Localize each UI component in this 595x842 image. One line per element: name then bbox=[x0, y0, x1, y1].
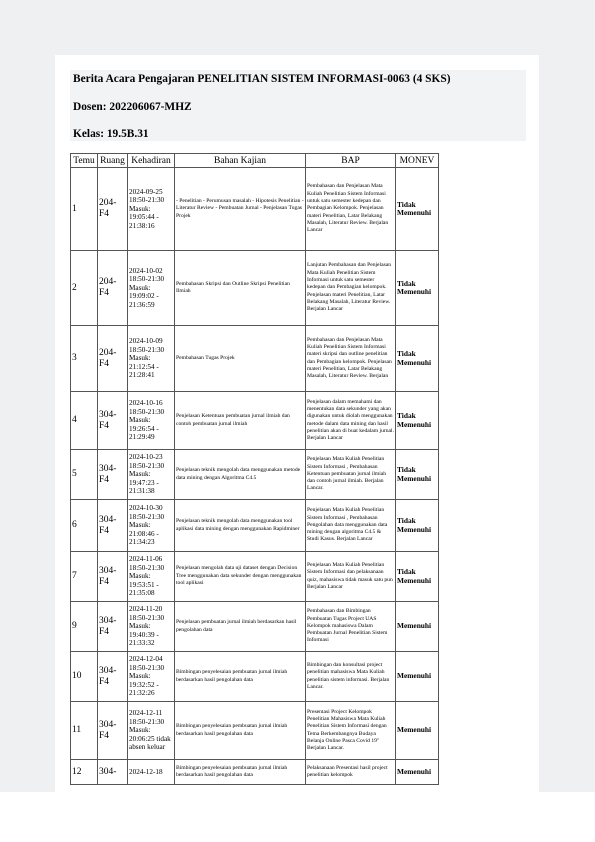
cell-bap: Bimbingan dan konsultasi project penelitian mahasiswa Mata Kuliah penelitian sistem informasi. Berjalan Lancar. bbox=[306, 652, 396, 702]
cell-temu: 5 bbox=[71, 450, 98, 500]
cell-bahan-kajian: Penjelasan mengolah data uji dataset dengan Decision Tree menggunakan data sekunder dengan menggunakan tool aplikasi bbox=[175, 552, 306, 602]
cell-ruang: 204-F4 bbox=[98, 251, 128, 326]
column-header-ruang: Ruang bbox=[98, 154, 128, 168]
cell-kehadiran: 2024-10-16 18:50-21:30 Masuk: 19:26:54 - 21:29:49 bbox=[128, 392, 175, 450]
cell-ruang: 304-F4 bbox=[98, 500, 128, 552]
table-header-row bbox=[71, 154, 439, 168]
column-header-temu: Temu bbox=[71, 154, 98, 168]
cell-ruang: 304-F4 bbox=[98, 702, 128, 760]
column-header-kehadiran: Kehadiran bbox=[128, 154, 175, 168]
cell-kehadiran: 2024-12-18 bbox=[128, 760, 175, 785]
table-row bbox=[71, 251, 439, 326]
cell-bahan-kajian: Bimbingan penyelesaian pembuatan jurnal ilmiah berdasarkan hasil pengolahan data bbox=[175, 652, 306, 702]
cell-ruang: 304-F4 bbox=[98, 602, 128, 652]
table-row bbox=[71, 552, 439, 602]
cell-kehadiran: 2024-12-04 18:50-21:30 Masuk: 19:32:52 - 21:32:26 bbox=[128, 652, 175, 702]
document-title: Berita Acara Pengajaran PENELITIAN SISTEM INFORMASI-0063 (4 SKS) bbox=[73, 73, 451, 85]
cell-ruang: 304-F4 bbox=[98, 552, 128, 602]
class-id: Kelas: 19.5B.31 bbox=[73, 128, 149, 140]
cell-bap: Penjelasan Mata Kuliah Penelitian Sistem Informasi , Pembahasan Pengolahan data menggunakan data mining dengan algoritma C4.5 & Studi Kasus. Berjalan Lancar bbox=[306, 500, 396, 552]
cell-bahan-kajian: Penjelasan pembuatan jurnal ilmiah berdasarkan hasil pengolahan data bbox=[175, 602, 306, 652]
cell-monev: Memenuhi bbox=[396, 702, 439, 760]
cell-monev: Tidak Memenuhi bbox=[396, 326, 439, 392]
table-row bbox=[71, 602, 439, 652]
cell-bap: Lanjutan Pembahasan dan Penjelasan Mata Kuliah Penelitian Sistem Informasi untuk satu semester kedepan dan Pembagian kelompok. Penjelasan materi Penelitian, Latar Belakang Masalah, Literatur Review. Berjalan Lancar bbox=[306, 251, 396, 326]
cell-bap: Penjelasan dalam memahami dan menentukan data sekunder yang akan digunakan untuk diolah menggunakan metode dalam data mining dan hasil penelitian akan di buat kedalam jurnal. Berjalan Lancar bbox=[306, 392, 396, 450]
cell-bahan-kajian: Pembahasan Skripsi dan Outline Skripsi Penelitian Ilmiah bbox=[175, 251, 306, 326]
table-row bbox=[71, 326, 439, 392]
cell-monev: Memenuhi bbox=[396, 652, 439, 702]
cell-kehadiran: 2024-11-06 18:50-21:30 Masuk: 19:53:51 - 21:35:08 bbox=[128, 552, 175, 602]
table-row bbox=[71, 652, 439, 702]
cell-bahan-kajian: Bimbingan penyelesaian pembuatan jurnal ilmiah berdasarkan hasil pengolahan data bbox=[175, 760, 306, 785]
cell-temu: 4 bbox=[71, 392, 98, 450]
cell-temu: 12 bbox=[71, 760, 98, 785]
cell-bap: Penjelasan Mata Kuliah Penelitian Sistem Informasi dan pelaksanaan quiz, mahasiswa tidak masuk satu pun Berjalan Lancar bbox=[306, 552, 396, 602]
table-row bbox=[71, 702, 439, 760]
cell-bap: Pembahasan dan Bimbingan Pembuatan Tugas Project UAS Kelompok mahasiswa Dalam Pembuatan Jurnal Penelitian Sistem Informasi bbox=[306, 602, 396, 652]
cell-ruang: 204-F4 bbox=[98, 168, 128, 251]
cell-monev: Tidak Memenuhi bbox=[396, 552, 439, 602]
cell-temu: 6 bbox=[71, 500, 98, 552]
cell-bap: Pembahasan dan Penjelasan Mata Kuliah Penelitian Sistem Informasi materi skripsi dan outline penelitian dan Pembagian kelompok. Penjelasan materi Penelitian, Latar Belakang Masalah, Literatur Review. Berjalan bbox=[306, 326, 396, 392]
cell-kehadiran: 2024-10-09 18:50-21:30 Masuk: 21:12:54 - 21:28:41 bbox=[128, 326, 175, 392]
teaching-record-table bbox=[70, 153, 439, 785]
cell-bap: Pelaksanaan Presentasi hasil project penelitian kelompok bbox=[306, 760, 396, 785]
cell-kehadiran: 2024-12-11 18:50-21:30 Masuk: 20:06:25 tidak absen keluar bbox=[128, 702, 175, 760]
cell-bahan-kajian: Penjelasan Ketentuan pembuatan jurnal ilmiah dan contoh pembuatan jurnal ilmiah bbox=[175, 392, 306, 450]
lecturer-id: Dosen: 202206067-MHZ bbox=[73, 101, 192, 113]
table-row bbox=[71, 392, 439, 450]
column-header-bahan-kajian: Bahan Kajian bbox=[175, 154, 306, 168]
cell-monev: Tidak Memenuhi bbox=[396, 450, 439, 500]
cell-bap: Presentasi Project Kelompok Penelitian Mahasiswa Mata Kuliah Penelitian Sistem Informasi dengan Tema Berkembangnya Budaya Belanja Online Pasca Covid 19" Berjalan Lancar. bbox=[306, 702, 396, 760]
cell-ruang: 204-F4 bbox=[98, 326, 128, 392]
cell-ruang: 304-F4 bbox=[98, 450, 128, 500]
cell-monev: Memenuhi bbox=[396, 760, 439, 785]
table-row bbox=[71, 168, 439, 251]
cell-temu: 2 bbox=[71, 251, 98, 326]
cell-monev: Tidak Memenuhi bbox=[396, 251, 439, 326]
cell-monev: Tidak Memenuhi bbox=[396, 392, 439, 450]
cell-temu: 3 bbox=[71, 326, 98, 392]
cell-kehadiran: 2024-11-20 18:50-21:30 Masuk: 19:40:39 - 21:33:32 bbox=[128, 602, 175, 652]
document-header bbox=[70, 70, 526, 141]
cell-bahan-kajian: Penjelasan teknik mengolah data menggunakan tool aplikasi data mining dengan menggunakan Rapidminer bbox=[175, 500, 306, 552]
table-row bbox=[71, 500, 439, 552]
cell-bahan-kajian: Penjelasan teknik mengolah data menggunakan metode data mining dengan Algoritma C4.5 bbox=[175, 450, 306, 500]
cell-kehadiran: 2024-10-30 18:50-21:30 Masuk: 21:08:46 - 21:34:23 bbox=[128, 500, 175, 552]
cell-temu: 11 bbox=[71, 702, 98, 760]
cell-temu: 10 bbox=[71, 652, 98, 702]
cell-monev: Tidak Memenuhi bbox=[396, 500, 439, 552]
cell-ruang: 304-F4 bbox=[98, 652, 128, 702]
page-bottom-margin bbox=[0, 800, 595, 842]
cell-bap: Penjelasan Mata Kuliah Penelitian Sistem Informasi , Pembahasan Ketentuan pembuatan jurnal ilmiah dan contoh jurnal ilmiah. Berjalan Lancar. bbox=[306, 450, 396, 500]
cell-temu: 1 bbox=[71, 168, 98, 251]
table-row bbox=[71, 760, 439, 785]
cell-bap: Pembahasan dan Penjelasan Mata Kuliah Penelitian Sistem Informasi untuk satu semester kedepan dan Pembagian Kelompok. Penjelasan materi Penelitian, Latar Belakang Masalah, Literatur Review. Berjalan Lancar bbox=[306, 168, 396, 251]
cell-temu: 9 bbox=[71, 602, 98, 652]
cell-kehadiran: 2024-10-23 18:50-21:30 Masuk: 19:47:23 - 21:31:38 bbox=[128, 450, 175, 500]
cell-monev: Memenuhi bbox=[396, 602, 439, 652]
cell-bahan-kajian: Pembahasan Tugas Projek bbox=[175, 326, 306, 392]
cell-monev: Tidak Memenuhi bbox=[396, 168, 439, 251]
column-header-monev: MONEV bbox=[396, 154, 439, 168]
cell-temu: 7 bbox=[71, 552, 98, 602]
cell-bahan-kajian: - Penelitian - Perumusan masalah - Hipotesis Penelitian - Literatur Review - Pembuatan Jurnal - Penjelasan Tugas Projek bbox=[175, 168, 306, 251]
cell-kehadiran: 2024-10-02 18:50-21:30 Masuk: 19:09:02 - 21:36:59 bbox=[128, 251, 175, 326]
table-row bbox=[71, 450, 439, 500]
column-header-bap: BAP bbox=[306, 154, 396, 168]
cell-ruang: 304- bbox=[98, 760, 128, 785]
cell-bahan-kajian: Bimbingan penyelesaian pembuatan jurnal ilmiah berdasarkan hasil pengolahan data bbox=[175, 702, 306, 760]
cell-ruang: 304-F4 bbox=[98, 392, 128, 450]
cell-kehadiran: 2024-09-25 18:50-21:30 Masuk: 19:05:44 - 21:38:16 bbox=[128, 168, 175, 251]
